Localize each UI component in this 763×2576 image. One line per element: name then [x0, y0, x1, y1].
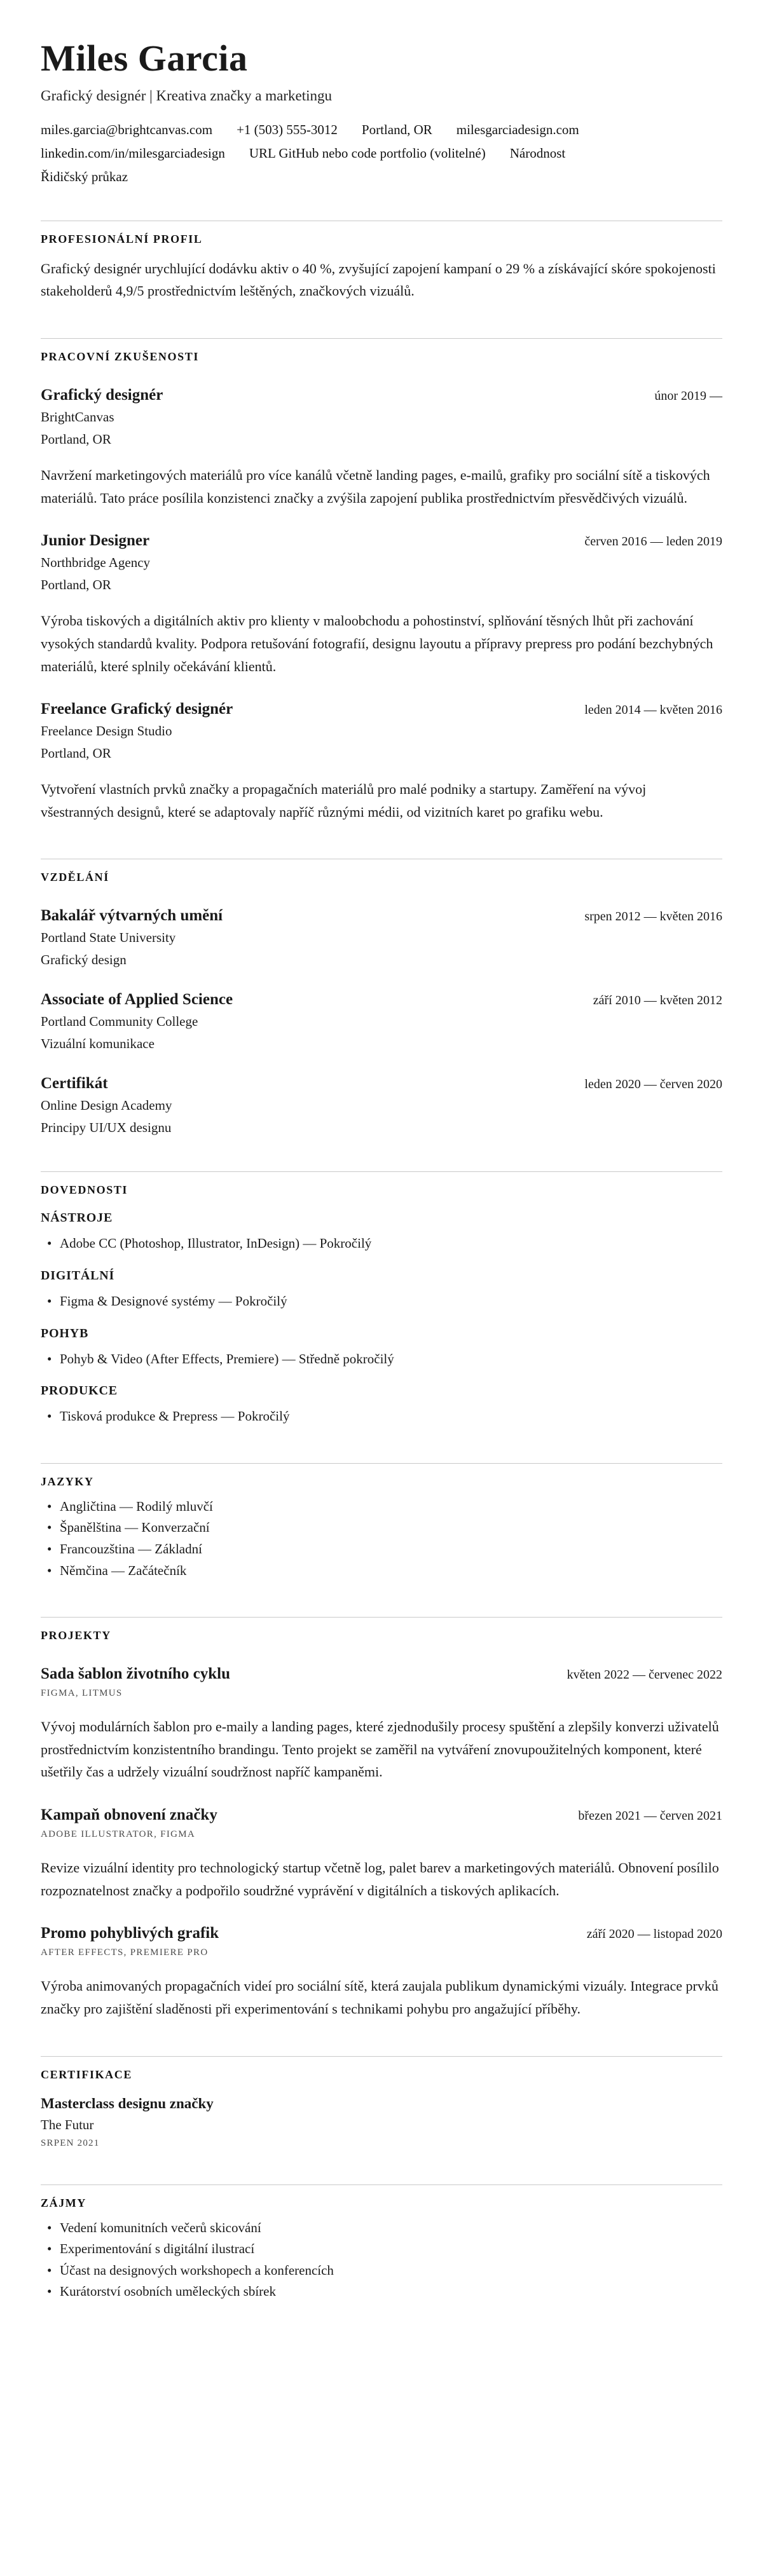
section-divider — [41, 338, 722, 339]
section-languages — [41, 1463, 722, 1581]
section-title-languages: JAZYKY — [41, 1475, 94, 1488]
contact-github-placeholder: URL GitHub nebo code portfolio (volitelné) — [249, 145, 486, 161]
project-name: Kampaň obnovení značky — [41, 1806, 217, 1824]
skill-item: • Tisková produkce & Prepress — Pokročilý — [41, 1406, 722, 1428]
section-title-experience: PRACOVNÍ ZKUŠENOSTI — [41, 350, 199, 364]
skill-item: • Adobe CC (Photoshop, Illustrator, InDesign) — Pokročilý — [41, 1233, 722, 1255]
project-name: Sada šablon životního cyklu — [41, 1665, 231, 1683]
project-name: Promo pohyblivých grafik — [41, 1925, 219, 1942]
job-description: Vytvoření vlastních prvků značky a propagačních materiálů pro malé podniky a startupy. Zaměření na vývoj všestranných designů, které se adaptovaly napříč různými médii, od vizitních karet po grafiku webu. — [41, 781, 647, 820]
section-title-profile: PROFESIONÁLNÍ PROFIL — [41, 232, 203, 245]
job-title: Junior Designer — [41, 532, 150, 550]
skill-item: • Pohyb & Video (After Effects, Premiere) — Středně pokročilý — [41, 1349, 722, 1370]
field-of-study: Vizuální komunikace — [41, 1036, 155, 1052]
job-location: Portland, OR — [41, 577, 111, 593]
interest-list — [41, 2218, 722, 2303]
interest-item: • Vedení komunitních večerů skicování — [41, 2218, 722, 2239]
project-description: Výroba animovaných propagačních videí pro sociální sítě, která zaujala publikum dynamickými vizuály. Integrace prvků značky pro zajištění sladěnosti při experimentování s technikami pohybu pro angažující příběhy. — [41, 1978, 718, 2017]
section-divider — [41, 2184, 722, 2185]
degree-dates: srpen 2012 — květen 2016 — [584, 910, 722, 924]
language-item: • Němčina — Začátečník — [41, 1560, 722, 1582]
school-name: Online Design Academy — [41, 1098, 172, 1114]
education-entry — [41, 1075, 722, 1136]
interest-item: • Experimentování s digitální ilustrací — [41, 2239, 722, 2260]
entry-head — [41, 991, 722, 1009]
contact-row — [41, 169, 722, 185]
field-of-study: Principy UI/UX designu — [41, 1120, 172, 1136]
experience-entry — [41, 700, 722, 823]
profile-text: Grafický designér urychlující dodávku aktiv o 40 %, zvyšující zapojení kampaní o 29 % a získávající skóre spokojenosti stakeholderů 4,9/5 prostřednictvím leštěných, značkových vizuálů. — [41, 260, 716, 299]
section-divider — [41, 1171, 722, 1172]
skill-group-title: PRODUKCE — [41, 1384, 118, 1398]
interest-item: • Kurátorství osobních uměleckých sbírek — [41, 2281, 722, 2303]
skill-group-title: NÁSTROJE — [41, 1211, 113, 1225]
certification-name: Masterclass designu značky — [41, 2095, 214, 2111]
section-title-certifications: CERTIFIKACE — [41, 2068, 132, 2081]
skill-group — [41, 1326, 722, 1370]
contact-row — [41, 146, 722, 161]
job-title: Grafický designér — [41, 386, 163, 404]
job-dates: únor 2019 — — [654, 389, 722, 404]
section-divider — [41, 2056, 722, 2057]
certification-issuer: The Futur — [41, 2116, 94, 2132]
experience-entry — [41, 532, 722, 678]
degree-title: Associate of Applied Science — [41, 991, 233, 1009]
entry-head — [41, 1075, 722, 1093]
certification-entry — [41, 2096, 722, 2149]
degree-title: Certifikát — [41, 1075, 108, 1093]
section-title-interests: ZÁJMY — [41, 2196, 86, 2209]
entry-head — [41, 532, 722, 550]
job-dates: leden 2014 — květen 2016 — [584, 703, 722, 718]
contact-driving-license: Řidičský průkaz — [41, 168, 128, 184]
school-name: Portland State University — [41, 930, 176, 946]
resume-header — [41, 38, 722, 185]
project-tools: FIGMA, LITMUS — [41, 1688, 123, 1699]
person-name: Miles Garcia — [41, 37, 248, 79]
field-of-study: Grafický design — [41, 952, 127, 968]
project-tools: ADOBE ILLUSTRATOR, FIGMA — [41, 1829, 196, 1840]
contact-block — [41, 122, 722, 185]
project-entry — [41, 1665, 722, 1783]
certification-date: SRPEN 2021 — [41, 2137, 100, 2148]
contact-phone: +1 (503) 555-3012 — [237, 121, 338, 137]
contact-nationality: Národnost — [509, 145, 566, 161]
skill-item: • Figma & Designové systémy — Pokročilý — [41, 1291, 722, 1312]
school-name: Portland Community College — [41, 1014, 198, 1030]
job-title: Freelance Grafický designér — [41, 700, 233, 718]
project-description: Vývoj modulárních šablon pro e-maily a landing pages, které zjednodušily procesy spuštění a zlepšily konverzi uživatelů prostřednictvím konzistentního brandingu. Tento projekt se zaměřil na vytváření znovupoužitelných komponent, které ušetřily čas a udržely vizuální soudržnost napříč kampaněmi. — [41, 1719, 719, 1780]
section-certifications — [41, 2056, 722, 2149]
interest-item: • Účast na designových workshopech a konferencích — [41, 2260, 722, 2282]
contact-linkedin: linkedin.com/in/milesgarciadesign — [41, 145, 225, 161]
skill-group-title: POHYB — [41, 1326, 89, 1340]
contact-website: milesgarciadesign.com — [456, 121, 579, 137]
section-interests — [41, 2184, 722, 2303]
language-list — [41, 1496, 722, 1581]
project-dates: květen 2022 — červenec 2022 — [567, 1668, 722, 1682]
entry-head — [41, 1665, 722, 1683]
experience-entry — [41, 386, 722, 509]
language-item: • Francouzština — Základní — [41, 1539, 722, 1560]
job-company: Freelance Design Studio — [41, 723, 172, 739]
skill-group — [41, 1211, 722, 1255]
skill-list — [41, 1291, 722, 1312]
project-entry — [41, 1925, 722, 2020]
project-tools: AFTER EFFECTS, PREMIERE PRO — [41, 1947, 209, 1958]
section-divider — [41, 1617, 722, 1618]
entry-head — [41, 1925, 722, 1942]
skill-group — [41, 1269, 722, 1312]
skill-list — [41, 1349, 722, 1370]
section-title-skills: DOVEDNOSTI — [41, 1183, 128, 1197]
section-education — [41, 859, 722, 1136]
job-company: Northbridge Agency — [41, 555, 151, 571]
person-tagline: Grafický designér | Kreativa značky a marketingu — [41, 87, 333, 104]
skill-list — [41, 1406, 722, 1428]
skill-group — [41, 1384, 722, 1428]
job-description: Navržení marketingových materiálů pro více kanálů včetně landing pages, e-mailů, grafiky pro sociální sítě a tiskových materiálů. Tato práce posílila konzistenci značky a zvýšila zapojení publika prostřednictvím přesvědčivých vizuálů. — [41, 467, 710, 506]
job-description: Výroba tiskových a digitálních aktiv pro klienty v maloobchodu a pohostinství, splňování těsných lhůt při zachování vysokých standardů kvality. Podpora retušování fotografií, designu layoutu a přípravy prepress pro podání bezchybných materiálů, které splnily očekávání klientů. — [41, 613, 713, 674]
job-location: Portland, OR — [41, 432, 111, 447]
section-projects — [41, 1617, 722, 2020]
language-item: • Angličtina — Rodilý mluvčí — [41, 1496, 722, 1518]
contact-email: miles.garcia@brightcanvas.com — [41, 121, 213, 137]
project-entry — [41, 1806, 722, 1902]
section-divider — [41, 1463, 722, 1464]
contact-location: Portland, OR — [361, 121, 432, 137]
project-dates: březen 2021 — červen 2021 — [578, 1809, 722, 1823]
skill-list — [41, 1233, 722, 1255]
language-item: • Španělština — Konverzační — [41, 1517, 722, 1539]
entry-head — [41, 386, 722, 404]
section-experience — [41, 338, 722, 823]
degree-dates: leden 2020 — červen 2020 — [584, 1077, 722, 1092]
skill-group-title: DIGITÁLNÍ — [41, 1269, 115, 1283]
section-title-projects: PROJEKTY — [41, 1629, 111, 1642]
education-entry — [41, 991, 722, 1052]
education-entry — [41, 907, 722, 968]
section-title-education: VZDĚLÁNÍ — [41, 871, 109, 884]
degree-dates: září 2010 — květen 2012 — [593, 993, 722, 1008]
entry-head — [41, 1806, 722, 1824]
contact-row — [41, 122, 722, 138]
section-skills — [41, 1171, 722, 1427]
project-description: Revize vizuální identity pro technologický startup včetně log, palet barev a marketingových materiálů. Obnovení posílilo rozpoznatelnost značky a podpořilo soudržné vyprávění v digitálních a tiskových aplikacích. — [41, 1860, 719, 1898]
job-dates: červen 2016 — leden 2019 — [584, 535, 722, 549]
project-dates: září 2020 — listopad 2020 — [586, 1927, 722, 1942]
job-company: BrightCanvas — [41, 409, 114, 425]
section-profile — [41, 221, 722, 303]
entry-head — [41, 700, 722, 718]
job-location: Portland, OR — [41, 746, 111, 761]
entry-head — [41, 907, 722, 925]
degree-title: Bakalář výtvarných umění — [41, 907, 223, 925]
